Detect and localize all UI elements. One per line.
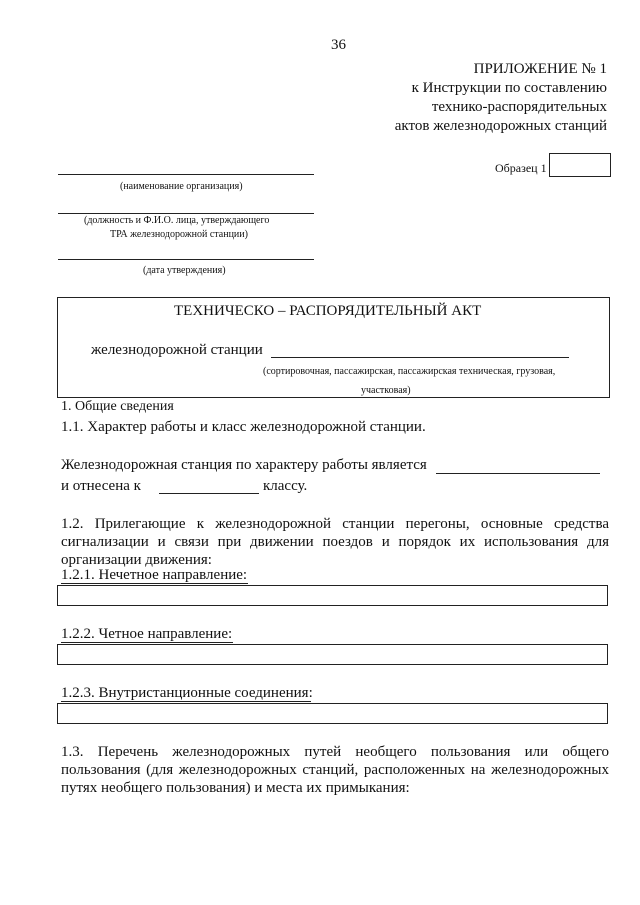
even-direction-field[interactable]	[57, 644, 608, 665]
item-1-2-3-underline	[61, 701, 311, 702]
station-name-line[interactable]	[271, 357, 569, 358]
organization-caption: (наименование организация)	[120, 181, 243, 192]
odd-direction-field[interactable]	[57, 585, 608, 606]
appendix-title: ПРИЛОЖЕНИЕ № 1	[473, 61, 607, 77]
class-suffix: классу.	[263, 478, 308, 494]
approver-caption-2: ТРА железнодорожной станции)	[110, 229, 248, 240]
item-1-2-2: 1.2.2. Четное направление:	[61, 626, 233, 642]
sample-label: Образец 1	[495, 161, 547, 175]
item-1-2-1: 1.2.1. Нечетное направление:	[61, 567, 248, 583]
appendix-line-1: к Инструкции по составлению	[411, 80, 607, 96]
section-1-heading: 1. Общие сведения	[61, 399, 174, 414]
item-1-3: 1.3. Перечень железнодорожных путей необщего пользования или общего пользования (для железнодорожных станций, расположенных на железнодорожных путях необщего пользования) и места их примыкания:	[61, 744, 609, 796]
item-1-2-3: 1.2.3. Внутристанционные соединения:	[61, 685, 313, 701]
approval-date-caption: (дата утверждения)	[143, 265, 226, 276]
work-character-label: Железнодорожная станция по характеру работы является	[61, 457, 427, 473]
work-character-line[interactable]	[436, 473, 600, 474]
sample-number-box[interactable]	[549, 153, 611, 177]
item-1-2-1-underline	[61, 583, 248, 584]
intrastation-field[interactable]	[57, 703, 608, 724]
page-number: 36	[331, 37, 346, 53]
station-type-hint-1: (сортировочная, пассажирская, пассажирская техническая, грузовая,	[263, 366, 556, 377]
class-line[interactable]	[159, 493, 259, 494]
station-label: железнодорожной станции	[91, 342, 263, 358]
appendix-line-3: актов железнодорожных станций	[394, 118, 607, 134]
item-1-2-2-underline	[61, 642, 233, 643]
act-title: ТЕХНИЧЕСКО – РАСПОРЯДИТЕЛЬНЫЙ АКТ	[174, 303, 482, 319]
item-1-1: 1.1. Характер работы и класс железнодорожной станции.	[61, 419, 426, 435]
class-prefix: и отнесена к	[61, 478, 141, 494]
station-type-hint-2: участковая)	[361, 385, 411, 396]
approver-line[interactable]	[58, 213, 314, 214]
approver-caption-1: (должность и Ф.И.О. лица, утверждающего	[84, 215, 270, 226]
organization-name-line[interactable]	[58, 174, 314, 175]
item-1-2: 1.2. Прилегающие к железнодорожной станции перегоны, основные средства сигнализации и связи при движении поездов и порядок их использования для организации движения:	[61, 516, 609, 568]
appendix-line-2: технико-распорядительных	[431, 99, 607, 115]
approval-date-line[interactable]	[58, 259, 314, 260]
